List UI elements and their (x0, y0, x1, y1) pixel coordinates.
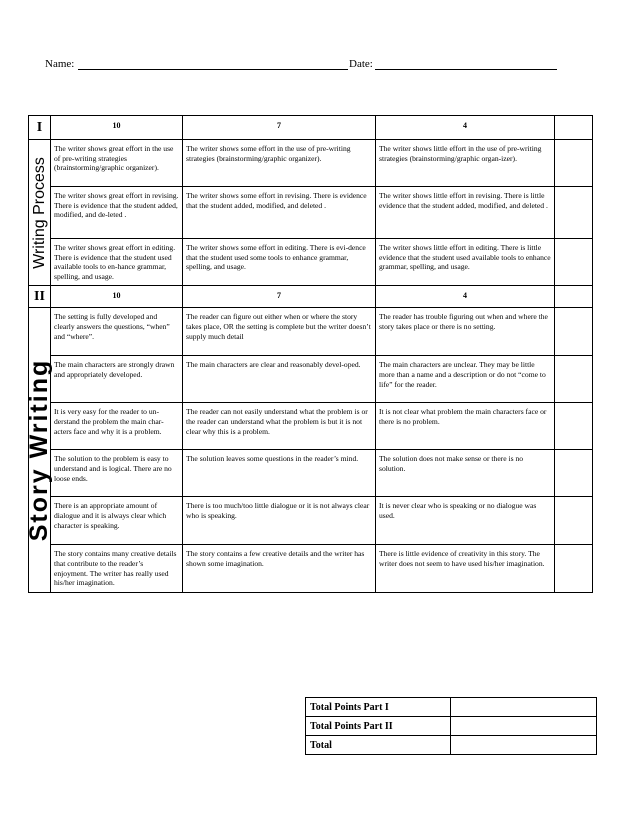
points-cell[interactable] (555, 116, 593, 140)
criteria-cell: The writer shows some effort in editing. There is evi-dence that the student used some tools to enhance grammar, spelling, and usage. (183, 239, 376, 286)
criteria-cell: The story contains many creative details that contribute to the reader’s enjoyment. The writer has really used his/her imagination. (51, 545, 183, 592)
criteria-cell: There is little evidence of creativity in this story. The writer does not seem to have used his/her imagination. (376, 545, 555, 592)
criteria-cell: The main characters are strongly drawn and appropriately developed. (51, 356, 183, 403)
table-row (29, 308, 593, 356)
criteria-cell: There is an appropriate amount of dialogue and it is always clear which character is speaking. (51, 497, 183, 545)
points-cell[interactable] (555, 187, 593, 239)
total-points-part2-label: Total Points Part II (306, 717, 451, 736)
table-row (29, 239, 593, 286)
score-cell: 10 (51, 286, 183, 308)
points-cell[interactable] (555, 403, 593, 450)
total-value[interactable] (451, 736, 597, 755)
table-row (29, 403, 593, 450)
name-line[interactable] (78, 69, 348, 70)
part2-score-row (29, 286, 593, 308)
score-cell: 10 (51, 116, 183, 140)
points-cell[interactable] (555, 356, 593, 403)
criteria-cell: The solution does not make sense or there is no solution. (376, 450, 555, 497)
criteria-cell: The writer shows great effort in the use of pre-writing strategies (brainstorming/graphic organizer). (51, 140, 183, 187)
criteria-cell: The writer shows some effort in revising. There is evidence that the student added, modified, and deleted . (183, 187, 376, 239)
table-row (29, 545, 593, 592)
part1-side-label: Writing Process (30, 156, 48, 269)
criteria-cell: The writer shows little effort in revising. There is little evidence that the student added, modified, and deleted . (376, 187, 555, 239)
criteria-cell: The reader can not easily understand what the problem is or the reader can understand what the problem is but it is not clear why this is a problem. (183, 403, 376, 450)
criteria-cell: The writer shows some effort in the use of pre-writing strategies (brainstorming/graphic organizer). (183, 140, 376, 187)
criteria-cell: The story contains a few creative details and the writer has shown some imagination. (183, 545, 376, 592)
part2-roman: II (29, 286, 51, 308)
score-cell: 4 (376, 116, 555, 140)
criteria-cell: The writer shows great effort in revising. There is evidence that the student added, modified, and de-leted . (51, 187, 183, 239)
totals-table (305, 697, 597, 755)
table-row (29, 356, 593, 403)
table-row (29, 497, 593, 545)
total-label: Total (306, 736, 451, 755)
date-label: Date: (349, 58, 373, 70)
points-cell[interactable] (555, 545, 593, 592)
criteria-cell: It is very easy for the reader to un-derstand the problem the main char-acters face and why it is a problem. (51, 403, 183, 450)
points-cell[interactable] (555, 286, 593, 308)
points-cell[interactable] (555, 450, 593, 497)
criteria-cell: The main characters are clear and reasonably devel-oped. (183, 356, 376, 403)
table-row (29, 450, 593, 497)
points-cell[interactable] (555, 140, 593, 187)
criteria-cell: The setting is fully developed and clearly answers the questions, “when” and “where”. (51, 308, 183, 356)
points-cell[interactable] (555, 239, 593, 286)
criteria-cell: There is too much/too little dialogue or it is not always clear who is speaking. (183, 497, 376, 545)
points-cell[interactable] (555, 308, 593, 356)
header (45, 58, 585, 76)
criteria-cell: The solution leaves some questions in the reader’s mind. (183, 450, 376, 497)
part1-score-row (29, 116, 593, 140)
criteria-cell: The writer shows little effort in editing. There is little evidence that the student used available tools to enhance grammar, spelling, and usage. (376, 239, 555, 286)
criteria-cell: The reader can figure out either when or where the story takes place, OR the setting is complete but the writer doesn’t supply much detail (183, 308, 376, 356)
criteria-cell: It is never clear who is speaking or no dialogue was used. (376, 497, 555, 545)
criteria-cell: It is not clear what problem the main characters face or there is no problem. (376, 403, 555, 450)
score-cell: 4 (376, 286, 555, 308)
score-cell: 7 (183, 116, 376, 140)
total-points-part1-value[interactable] (451, 698, 597, 717)
part2-side-label-cell (24, 308, 53, 592)
name-label: Name: (45, 58, 75, 70)
part1-roman: I (29, 116, 51, 140)
criteria-cell: The solution to the problem is easy to understand and is logical. There are no loose ends. (51, 450, 183, 497)
points-cell[interactable] (555, 497, 593, 545)
table-row (29, 140, 593, 187)
table-row (29, 187, 593, 239)
rubric-table (24, 115, 593, 593)
criteria-cell: The main characters are unclear. They may be little more than a name and a description or do not “come to life” for the reader. (376, 356, 555, 403)
criteria-cell: The writer shows great effort in editing. There is evidence that the student used available tools to en-hance grammar, spelling, and usage. (51, 239, 183, 286)
total-points-part2-value[interactable] (451, 717, 597, 736)
totals-row (306, 698, 597, 717)
part1-side-label-cell (29, 140, 51, 286)
criteria-cell: The reader has trouble figuring out when and where the story takes place or there is no setting. (376, 308, 555, 356)
criteria-cell: The writer shows little effort in the use of pre-writing strategies (brainstorming/graphic organ-izer). (376, 140, 555, 187)
date-line[interactable] (375, 69, 557, 70)
score-cell: 7 (183, 286, 376, 308)
totals-row (306, 736, 597, 755)
totals-row (306, 717, 597, 736)
part2-side-label: Story Writing (24, 358, 53, 542)
total-points-part1-label: Total Points Part I (306, 698, 451, 717)
